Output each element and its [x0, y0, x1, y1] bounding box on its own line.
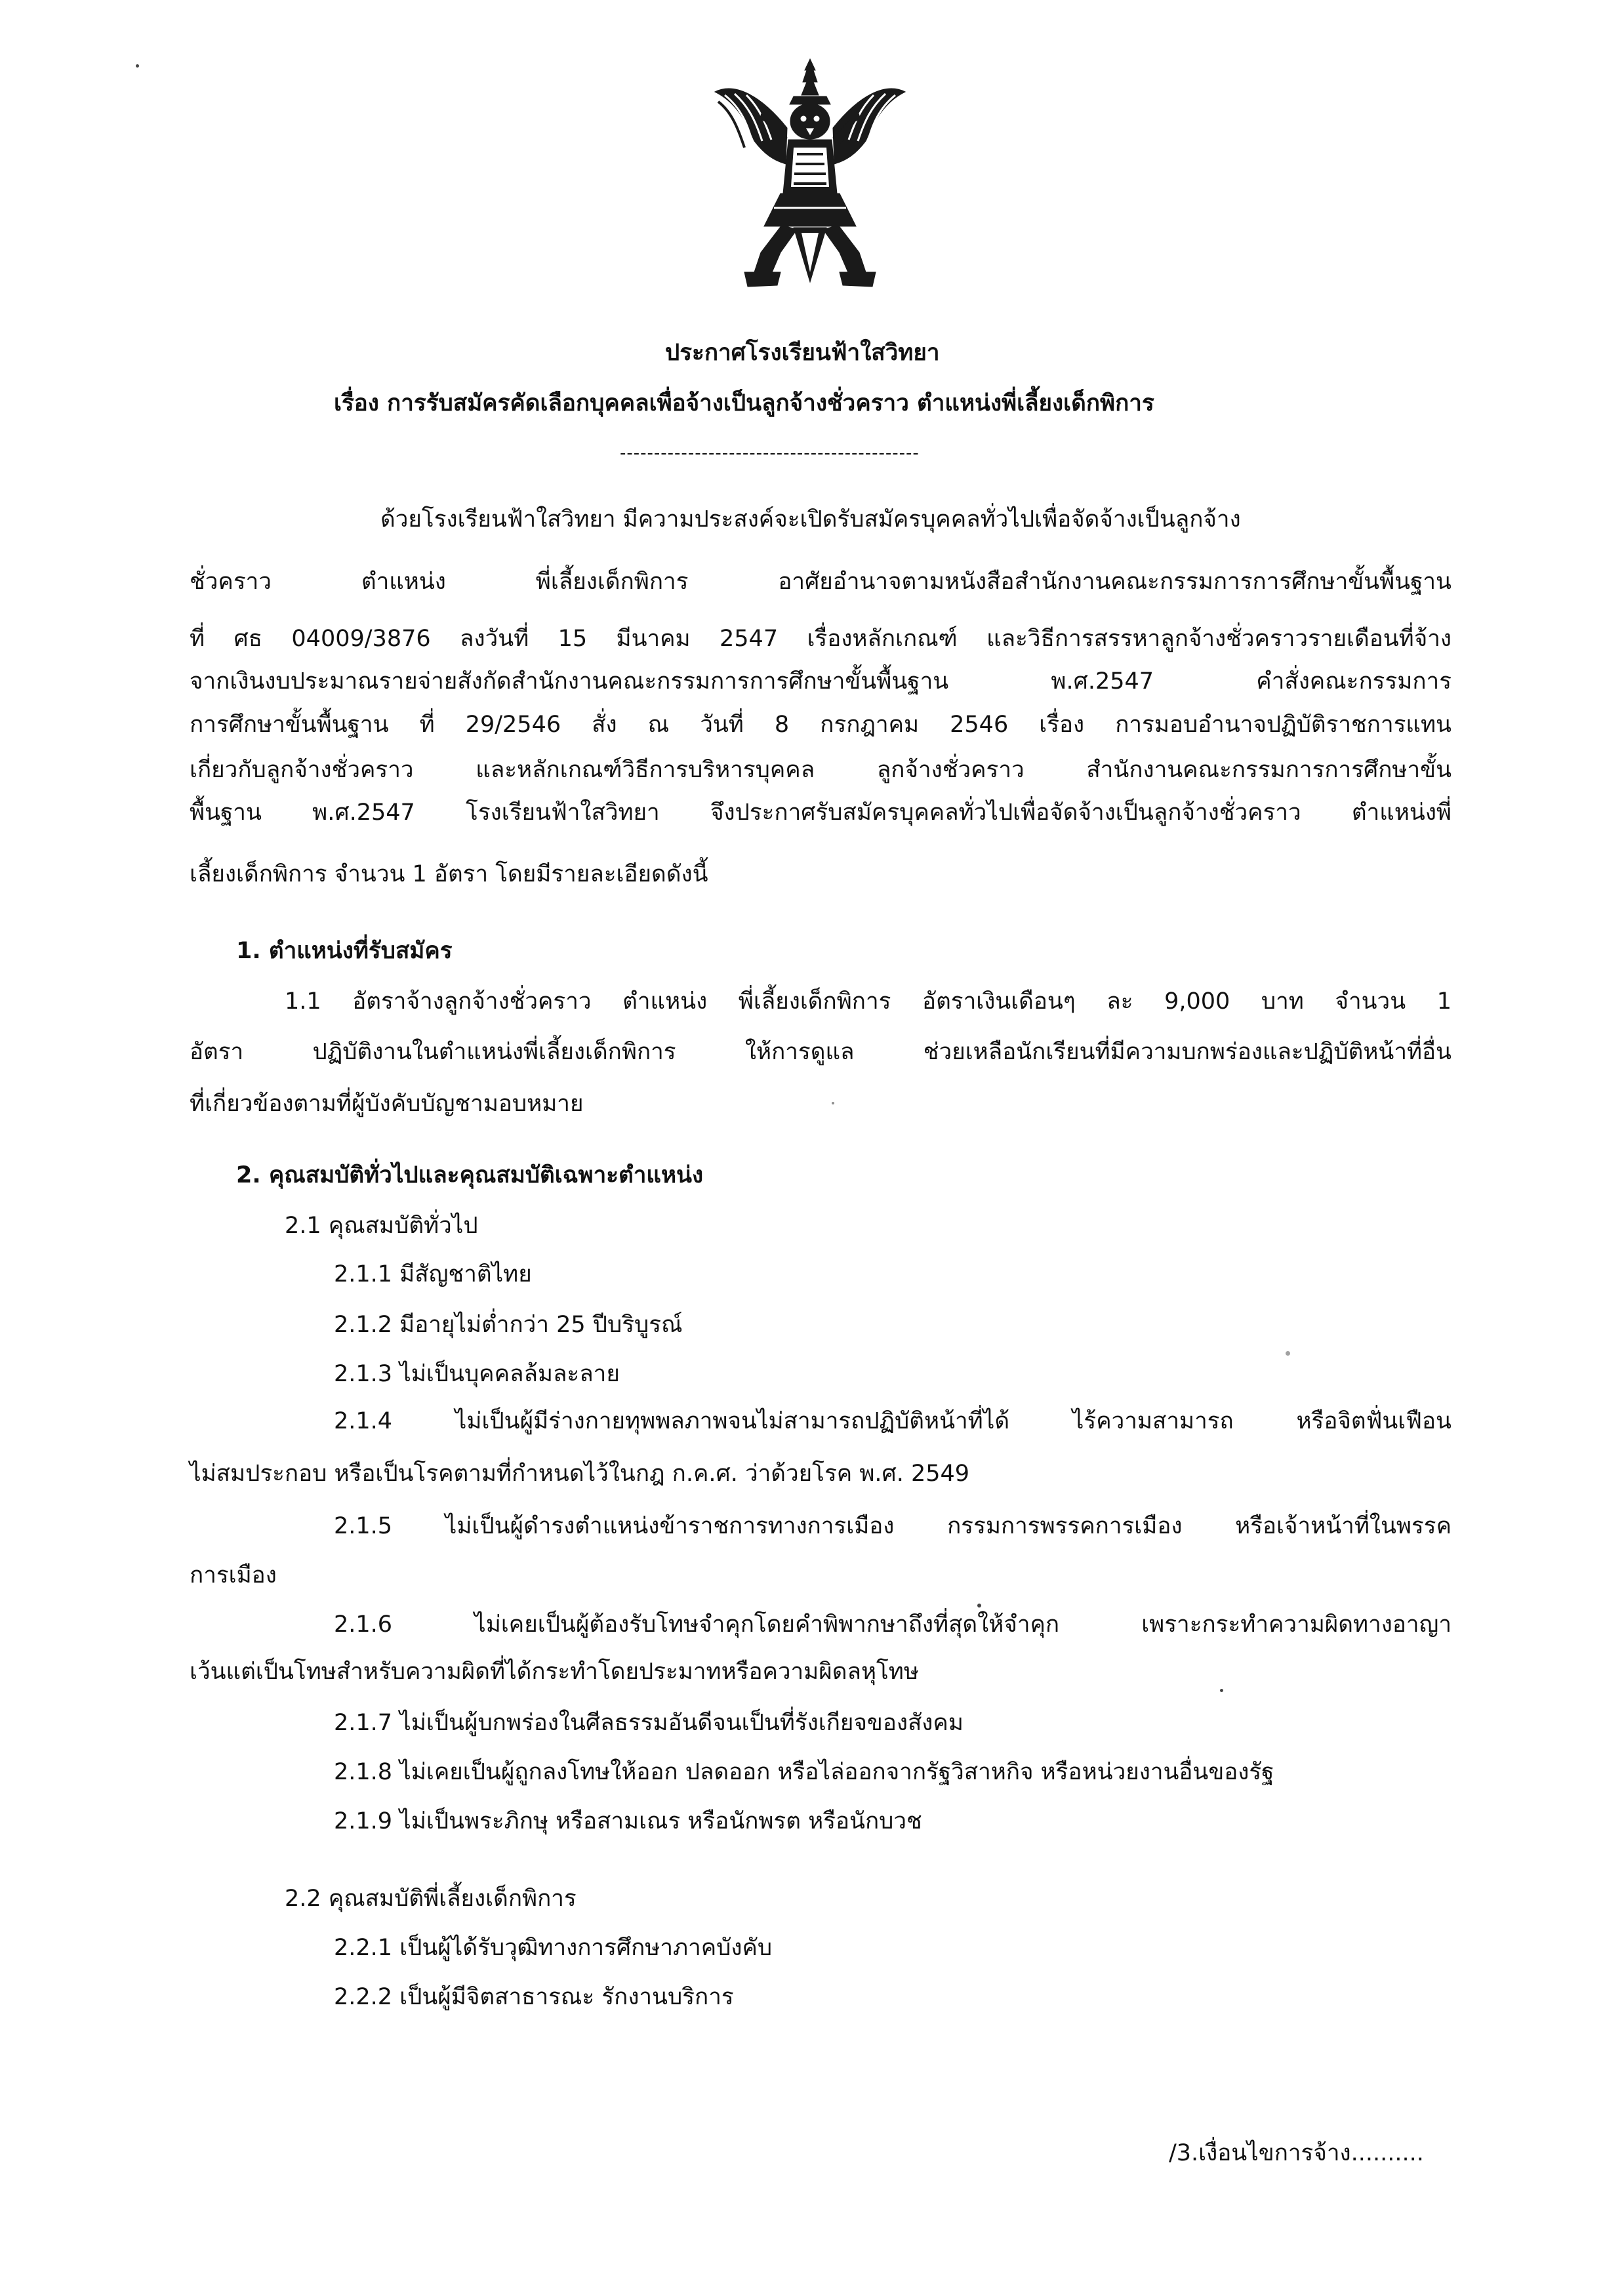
page-title: ประกาศโรงเรียนฟ้าใสวิทยา — [665, 340, 940, 366]
list-item: 2.1.2 มีอายุไม่ต่ำกว่า 25 ปีบริบูรณ์ — [334, 1312, 683, 1338]
list-item: 2.1.1 มีสัญชาติไทย — [334, 1261, 532, 1287]
list-item: 2.1.4 ไม่เป็นผู้มีร่างกายทุพพลภาพจนไม่สามารถปฏิบัติหน้าที่ได้ ไร้ความสามารถ หรือจิตฟั่นเฟือน — [334, 1408, 1451, 1434]
list-item: เว้นแต่เป็นโทษสำหรับความผิดที่ได้กระทำโดยประมาทหรือความผิดลหุโทษ — [190, 1659, 919, 1685]
list-item: 2.1.8 ไม่เคยเป็นผู้ถูกลงโทษให้ออก ปลดออก หรือไล่ออกจากรัฐวิสาหกิจ หรือหน่วยงานอื่นของรัฐ — [334, 1759, 1274, 1785]
scan-speck — [977, 1604, 981, 1608]
list-item: 2.1.5 ไม่เป็นผู้ดำรงตำแหน่งข้าราชการทางการเมือง กรรมการพรรคการเมือง หรือเจ้าหน้าที่ในพรรค — [334, 1513, 1451, 1539]
list-item: 2.1.7 ไม่เป็นผู้บกพร่องในศีลธรรมอันดีจนเป็นที่รังเกียจของสังคม — [334, 1710, 964, 1736]
scan-speck — [136, 64, 139, 68]
section-line: ที่เกี่ยวข้องตามที่ผู้บังคับบัญชามอบหมาย — [190, 1091, 584, 1117]
subsection-heading: 2.1 คุณสมบัติทั่วไป — [285, 1213, 478, 1239]
list-item: 2.1.6 ไม่เคยเป็นผู้ต้องรับโทษจำคุกโดยคำพิพากษาถึงที่สุดให้จำคุก เพราะกระทำความผิดทางอาญา — [334, 1611, 1451, 1638]
section-heading: 2. คุณสมบัติทั่วไปและคุณสมบัติเฉพาะตำแหน่ง — [236, 1162, 704, 1188]
garuda-emblem — [708, 56, 912, 302]
continuation-note: /3.เงื่อนไขการจ้าง.......... — [1169, 2140, 1424, 2166]
list-item: 2.2.2 เป็นผู้มีจิตสาธารณะ รักงานบริการ — [334, 1984, 734, 2010]
section-heading: 1. ตำแหน่งที่รับสมัคร — [236, 938, 453, 964]
list-item: 2.2.1 เป็นผู้ได้รับวุฒิทางการศึกษาภาคบังคับ — [334, 1935, 773, 1961]
list-item: การเมือง — [190, 1562, 277, 1588]
list-item: ไม่สมประกอบ หรือเป็นโรคตามที่กำหนดไว้ในกฎ ก.ค.ศ. ว่าด้วยโรค พ.ศ. 2549 — [190, 1461, 970, 1487]
section-line: 1.1 อัตราจ้างลูกจ้างชั่วคราว ตำแหน่ง พี่เลี้ยงเด็กพิการ อัตราเงินเดือนๆ ละ 9,000 บาท จำนวน 1 — [285, 988, 1451, 1015]
list-item: 2.1.9 ไม่เป็นพระภิกษุ หรือสามเณร หรือนักพรต หรือนักบวช — [334, 1808, 922, 1834]
intro-line: ชั่วคราว ตำแหน่ง พี่เลี้ยงเด็กพิการ อาศัยอำนาจตามหนังสือสำนักงานคณะกรรมการการศึกษาขั้นพื้นฐาน — [190, 569, 1451, 595]
intro-line: พื้นฐาน พ.ศ.2547 โรงเรียนฟ้าใสวิทยา จึงประกาศรับสมัครบุคคลทั่วไปเพื่อจัดจ้างเป็นลูกจ้างชั่วคราว ตำแหน่งพี่ — [190, 799, 1451, 826]
subsection-heading: 2.2 คุณสมบัติพี่เลี้ยงเด็กพิการ — [285, 1886, 577, 1912]
section-line: อัตรา ปฏิบัติงานในตำแหน่งพี่เลี้ยงเด็กพิการ ให้การดูแล ช่วยเหลือนักเรียนที่มีความบกพร่องและปฏิบัติหน้าที่อื่น — [190, 1039, 1451, 1065]
title-rule: -------------------------------------------- — [620, 443, 920, 463]
intro-line: เกี่ยวกับลูกจ้างชั่วคราว และหลักเกณฑ์วิธีการบริหารบุคคล ลูกจ้างชั่วคราว สำนักงานคณะกรรมการการศึกษาขั้น — [190, 757, 1451, 783]
intro-line: ด้วยโรงเรียนฟ้าใสวิทยา มีความประสงค์จะเปิดรับสมัครบุคคลทั่วไปเพื่อจัดจ้างเป็นลูกจ้าง — [380, 506, 1241, 533]
intro-line: ที่ ศธ 04009/3876 ลงวันที่ 15 มีนาคม 2547 เรื่องหลักเกณฑ์ และวิธีการสรรหาลูกจ้างชั่วคราวรายเดือนที่จ้าง — [190, 626, 1451, 652]
scan-speck — [832, 1102, 834, 1104]
scan-speck — [1286, 1351, 1290, 1356]
intro-line: จากเงินงบประมาณรายจ่ายสังกัดสำนักงานคณะกรรมการการศึกษาขั้นพื้นฐาน พ.ศ.2547 คำสั่งคณะกรรมการ — [190, 668, 1451, 695]
scan-speck — [1220, 1689, 1223, 1692]
intro-line: เลี้ยงเด็กพิการ จำนวน 1 อัตรา โดยมีรายละเอียดดังนี้ — [190, 861, 708, 887]
subject-line: เรื่อง การรับสมัครคัดเลือกบุคคลเพื่อจ้างเป็นลูกจ้างชั่วคราว ตำแหน่งพี่เลี้ยงเด็กพิการ — [334, 390, 1154, 416]
intro-line: การศึกษาขั้นพื้นฐาน ที่ 29/2546 สั่ง ณ วันที่ 8 กรกฎาคม 2546 เรื่อง การมอบอำนาจปฏิบัติราชการแทน — [190, 712, 1451, 738]
list-item: 2.1.3 ไม่เป็นบุคคลล้มละลาย — [334, 1361, 620, 1387]
